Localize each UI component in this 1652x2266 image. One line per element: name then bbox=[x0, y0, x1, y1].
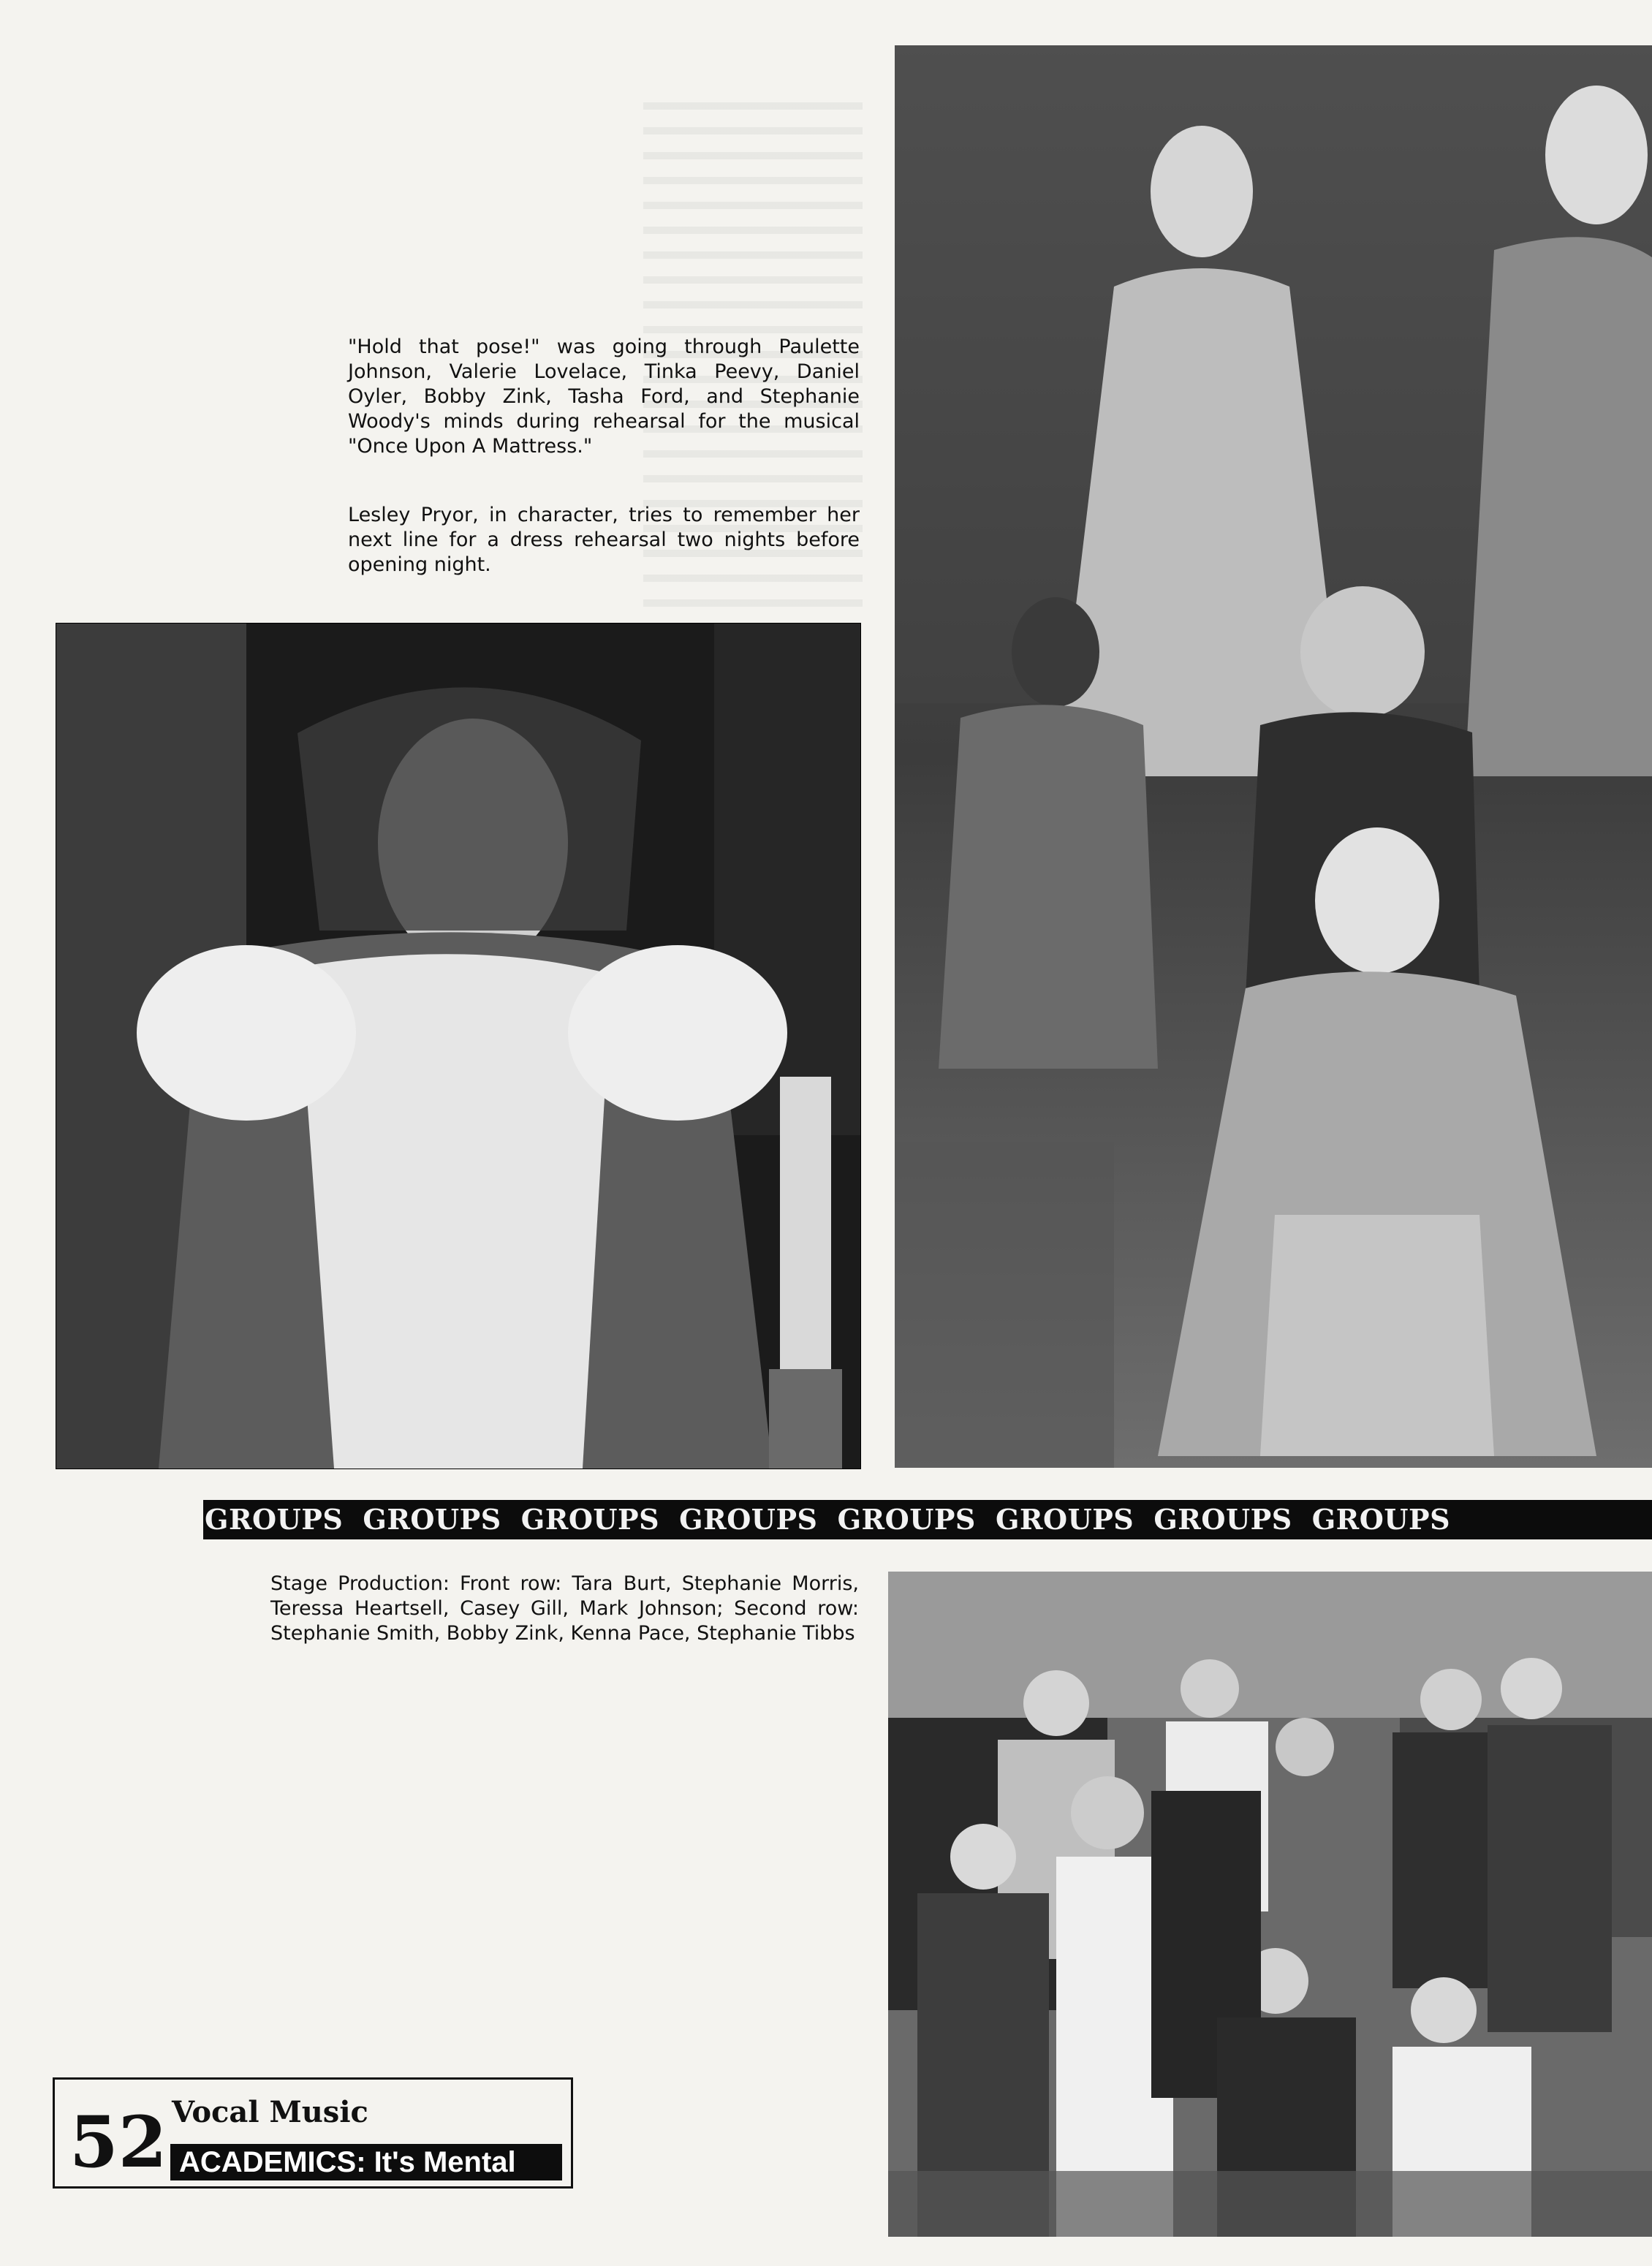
section-subtitle-bar bbox=[170, 2144, 562, 2180]
banner-word: GROUPS bbox=[363, 1503, 501, 1536]
section-subtitle: ACADEMICS: It's Mental bbox=[179, 2146, 516, 2178]
page-number: 52 bbox=[69, 2101, 167, 2183]
banner-word: GROUPS bbox=[837, 1503, 976, 1536]
stage-production-group-photo bbox=[888, 1572, 1652, 2237]
stage-production-caption: Stage Production: Front row: Tara Burt, Stephanie Morris, Teressa Heartsell, Casey Gill, Mark Johnson; Second row: Stephanie Smith, Bobby Zink, Kenna Pace, Stephanie Tibbs bbox=[270, 1572, 859, 1645]
lesley-pryor-photo bbox=[56, 623, 861, 1469]
page-label-box bbox=[53, 2077, 573, 2189]
section-title: Vocal Music bbox=[172, 2095, 368, 2129]
banner-word: GROUPS bbox=[995, 1503, 1134, 1536]
lesley-caption: Lesley Pryor, in character, tries to remember her next line for a dress rehearsal two nights before opening night. bbox=[348, 504, 860, 576]
cast-rehearsal-photo bbox=[895, 45, 1652, 1468]
groups-banner bbox=[203, 1500, 1652, 1539]
banner-word: GROUPS bbox=[679, 1503, 818, 1536]
banner-word: GROUPS bbox=[205, 1503, 344, 1536]
banner-word: GROUPS bbox=[520, 1503, 660, 1536]
hold-pose-caption: "Hold that pose!" was going through Paulette Johnson, Valerie Lovelace, Tinka Peevy, Daniel Oyler, Bobby Zink, Tasha Ford, and Stephanie Woody's minds during rehearsal for the musical "Once Upon A Mattress." bbox=[348, 336, 860, 458]
banner-word: GROUPS bbox=[1311, 1503, 1451, 1536]
banner-word: GROUPS bbox=[1153, 1503, 1292, 1536]
